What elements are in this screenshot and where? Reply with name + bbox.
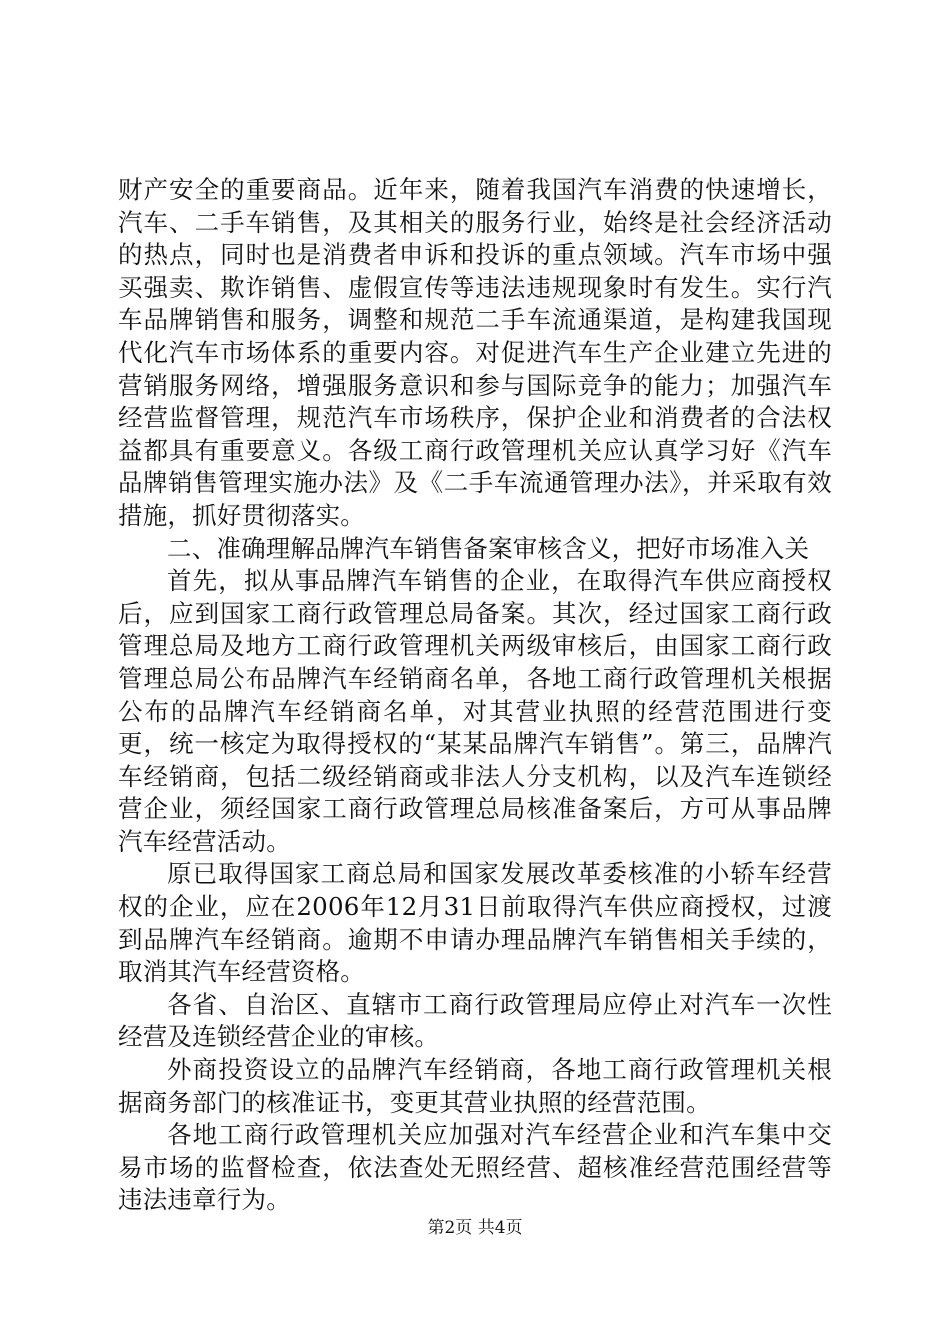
paragraph-continuation: 财产安全的重要商品。近年来，随着我国汽车消费的快速增长，汽车、二手车销售，及其相关的服务行业，始终是社会经济活动的热点，同时也是消费者申诉和投诉的重点领域。汽车市场中强买强卖、欺诈销售、虚假宣传等违法违规现象时有发生。实行汽车品牌销售和服务，调整和规范二手车流通渠道，是构建我国现代化汽车市场体系的重要内容。对促进汽车生产企业建立先进的营销服务网络，增强服务意识和参与国际竞争的能力；加强汽车经营监督管理，规范汽车市场秩序，保护企业和消费者的合法权益都具有重要意义。各级工商行政管理机关应认真学习好《汽车品牌销售管理实施办法》及《二手车流通管理办法》，并采取有效措施，抓好贯彻落实。 xyxy=(118,175,832,530)
page-number-label: 第2页 共4页 xyxy=(427,1218,523,1238)
section-heading: 二、准确理解品牌汽车销售备案审核含义，把好市场准入关 xyxy=(167,533,810,563)
paragraph: 各地工商行政管理机关应加强对汽车经营企业和汽车集中交易市场的监督检查，依法查处无照经营、超核准经营范围经营等违法违章行为。 xyxy=(118,1120,832,1215)
paragraph: 外商投资设立的品牌汽车经销商，各地工商行政管理机关根据商务部门的核准证书，变更其营业执照的经营范围。 xyxy=(118,1055,832,1117)
page-footer xyxy=(0,1217,950,1239)
paragraph: 各省、自治区、直辖市工商行政管理局应停止对汽车一次性经营及连锁经营企业的审核。 xyxy=(118,989,832,1052)
paragraph: 首先，拟从事品牌汽车销售的企业，在取得汽车供应商授权后，应到国家工商行政管理总局备案。其次，经过国家工商行政管理总局及地方工商行政管理机关两级审核后，由国家工商行政管理总局公布品牌汽车经销商名单，各地工商行政管理机关根据公布的品牌汽车经销商名单，对其营业执照的经营范围进行变更，统一核定为取得授权的“某某品牌汽车销售”。第三，品牌汽车经销商，包括二级经销商或非法人分支机构，以及汽车连锁经营企业，须经国家工商行政管理总局核准备案后，方可从事品牌汽车经营活动。 xyxy=(118,566,832,856)
paragraph: 原已取得国家工商总局和国家发展改革委核准的小轿车经营权的企业，应在2006年12月31日前取得汽车供应商授权，过渡到品牌汽车经销商。逾期不申请办理品牌汽车销售相关手续的，取消其汽车经营资格。 xyxy=(118,859,832,987)
document-body xyxy=(118,174,832,1217)
